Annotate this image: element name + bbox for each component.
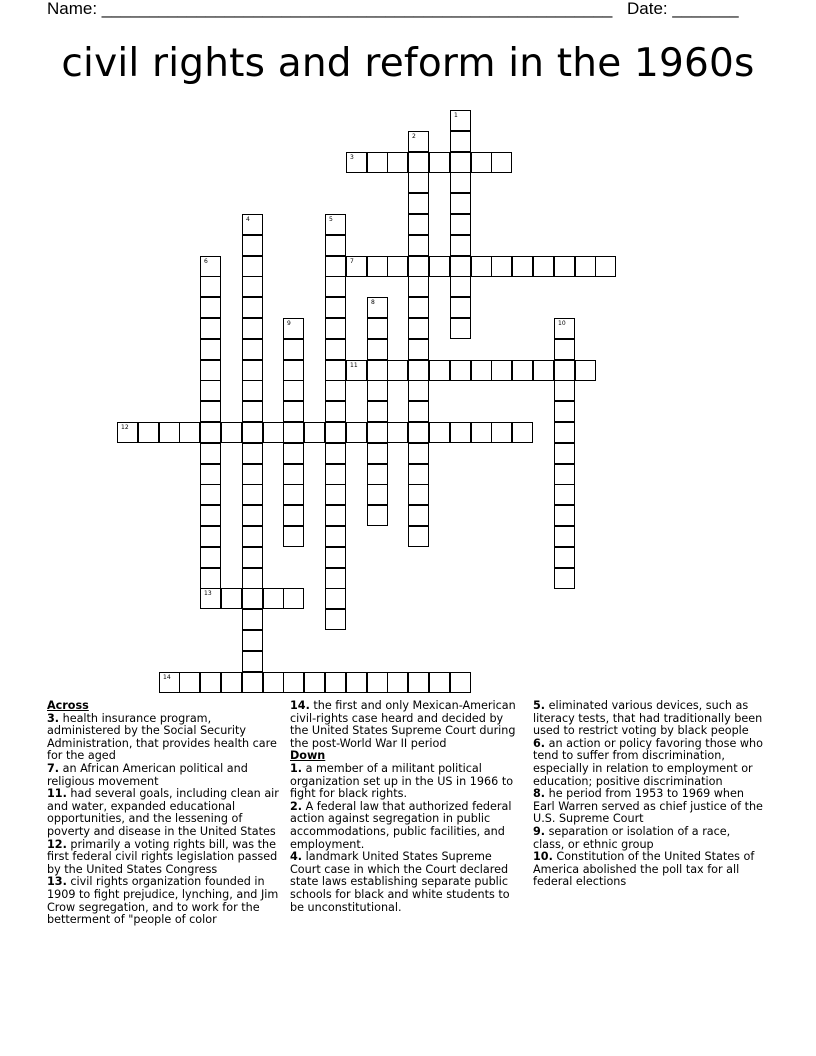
crossword-cell[interactable] xyxy=(491,256,512,277)
crossword-cell[interactable] xyxy=(159,422,180,443)
clue-column-2 xyxy=(290,700,522,914)
crossword-cell[interactable] xyxy=(408,318,429,339)
crossword-cell[interactable] xyxy=(325,568,346,589)
crossword-cell[interactable] xyxy=(200,339,221,360)
cell-number: 14 xyxy=(163,674,171,681)
crossword-cell[interactable] xyxy=(179,422,200,443)
crossword-cell[interactable] xyxy=(554,568,575,589)
clue-number: 6. xyxy=(533,736,546,750)
crossword-cell[interactable] xyxy=(242,505,263,526)
crossword-cell[interactable] xyxy=(200,297,221,318)
crossword-cell[interactable] xyxy=(263,672,284,693)
crossword-cell[interactable] xyxy=(283,588,304,609)
crossword-cell[interactable] xyxy=(450,131,471,152)
crossword-cell[interactable] xyxy=(471,152,492,173)
crossword-cell[interactable] xyxy=(554,380,575,401)
crossword-cell[interactable] xyxy=(325,318,346,339)
crossword-cell[interactable] xyxy=(346,152,367,173)
crossword-cell[interactable] xyxy=(491,422,512,443)
cell-number: 3 xyxy=(350,154,354,161)
crossword-cell[interactable] xyxy=(471,422,492,443)
crossword-cell[interactable] xyxy=(325,609,346,630)
crossword-cell[interactable] xyxy=(533,360,554,381)
clue-text: separation or isolation of a race, class, or ethnic group xyxy=(533,824,731,851)
crossword-cell[interactable] xyxy=(325,505,346,526)
crossword-cell[interactable] xyxy=(367,443,388,464)
crossword-cell[interactable] xyxy=(554,526,575,547)
crossword-cell[interactable] xyxy=(283,422,304,443)
cell-number: 8 xyxy=(371,299,375,306)
crossword-cell[interactable] xyxy=(450,214,471,235)
crossword-cell[interactable] xyxy=(595,256,616,277)
clue-text: civil rights organization founded in 1909 to fight prejudice, lynching, and Jim Crow segregation, and to work for the betterment of "people of color xyxy=(47,875,279,927)
crossword-cell[interactable] xyxy=(554,360,575,381)
clue-text: Constitution of the United States of America abolished the poll tax for all federal elections xyxy=(533,850,755,889)
crossword-cell[interactable] xyxy=(554,256,575,277)
crossword-cell[interactable] xyxy=(242,484,263,505)
crossword-cell[interactable] xyxy=(346,360,367,381)
crossword-cell[interactable] xyxy=(242,422,263,443)
crossword-cell[interactable] xyxy=(242,609,263,630)
crossword-cell[interactable] xyxy=(200,672,221,693)
crossword-cell[interactable] xyxy=(325,484,346,505)
clue-item xyxy=(533,700,765,738)
clue-text: eliminated various devices, such as literacy tests, that had traditionally been used to restrict voting by black people xyxy=(533,699,763,738)
crossword-cell[interactable] xyxy=(283,360,304,381)
crossword-cell[interactable] xyxy=(242,568,263,589)
crossword-cell[interactable] xyxy=(325,276,346,297)
crossword-cell[interactable] xyxy=(242,651,263,672)
clue-text: a member of a militant political organization set up in the US in 1966 to fight for black rights. xyxy=(290,761,514,801)
crossword-cell[interactable] xyxy=(554,484,575,505)
crossword-cell[interactable] xyxy=(450,235,471,256)
name-field: Name: ______________________________________________________ xyxy=(47,0,613,18)
crossword-cell[interactable] xyxy=(387,672,408,693)
cell-number: 2 xyxy=(412,133,416,140)
crossword-cell[interactable] xyxy=(367,380,388,401)
clue-item xyxy=(47,839,279,877)
clue-item xyxy=(533,788,765,826)
crossword-cell[interactable] xyxy=(450,422,471,443)
crossword-cell[interactable] xyxy=(450,110,471,131)
crossword-cell[interactable] xyxy=(200,484,221,505)
crossword-cell[interactable] xyxy=(242,526,263,547)
clue-number: 14. xyxy=(290,699,310,712)
crossword-cell[interactable] xyxy=(387,152,408,173)
crossword-cell[interactable] xyxy=(471,360,492,381)
crossword-cell[interactable] xyxy=(200,547,221,568)
crossword-cell[interactable] xyxy=(450,193,471,214)
crossword-cell[interactable] xyxy=(408,214,429,235)
crossword-cell[interactable] xyxy=(491,152,512,173)
crossword-cell[interactable] xyxy=(283,484,304,505)
crossword-cell[interactable] xyxy=(283,318,304,339)
crossword-cell[interactable] xyxy=(242,297,263,318)
crossword-cell[interactable] xyxy=(200,443,221,464)
crossword-cell[interactable] xyxy=(450,360,471,381)
crossword-cell[interactable] xyxy=(491,360,512,381)
clue-text: A federal law that authorized federal action against segregation in public accommodations, public facilities, and employment. xyxy=(290,799,512,851)
crossword-cell[interactable] xyxy=(242,360,263,381)
crossword-cell[interactable] xyxy=(242,380,263,401)
clue-text: an action or policy favoring those who tend to suffer from discrimination, especially in relation to employment or education; positive discrimination xyxy=(533,736,763,788)
crossword-cell[interactable] xyxy=(429,422,450,443)
clue-item xyxy=(290,700,522,750)
crossword-cell[interactable] xyxy=(512,422,533,443)
clue-item xyxy=(533,851,765,889)
crossword-cell[interactable] xyxy=(242,318,263,339)
crossword-cell[interactable] xyxy=(408,235,429,256)
crossword-cell[interactable] xyxy=(200,401,221,422)
crossword-cell[interactable] xyxy=(429,360,450,381)
across-heading: Across xyxy=(47,699,89,712)
crossword-cell[interactable] xyxy=(325,526,346,547)
crossword-cell[interactable] xyxy=(367,360,388,381)
crossword-cell[interactable] xyxy=(450,276,471,297)
crossword-cell[interactable] xyxy=(387,256,408,277)
crossword-cell[interactable] xyxy=(325,588,346,609)
crossword-cell[interactable] xyxy=(325,235,346,256)
clue-number: 9. xyxy=(533,824,546,838)
clue-text: he period from 1953 to 1969 when Earl Warren served as chief justice of the U.S. Supreme Court xyxy=(533,787,763,826)
clue-number: 8. xyxy=(533,787,546,801)
crossword-cell[interactable] xyxy=(346,256,367,277)
clue-item xyxy=(47,763,279,788)
crossword-cell[interactable] xyxy=(200,568,221,589)
crossword-cell[interactable] xyxy=(554,401,575,422)
crossword-cell[interactable] xyxy=(575,256,596,277)
crossword-cell[interactable] xyxy=(242,276,263,297)
clue-column-1 xyxy=(47,700,279,927)
clue-text: the first and only Mexican-American civil-rights case heard and decided by the United States Supreme Court during the post-World War II period xyxy=(290,699,516,750)
down-heading: Down xyxy=(290,749,326,763)
cell-number: 5 xyxy=(329,216,333,223)
crossword-cell[interactable] xyxy=(221,588,242,609)
crossword-cell[interactable] xyxy=(408,276,429,297)
crossword-cell[interactable] xyxy=(221,672,242,693)
crossword-cell[interactable] xyxy=(138,422,159,443)
crossword-cell[interactable] xyxy=(242,588,263,609)
clue-number: 3. xyxy=(47,711,60,725)
crossword-cell[interactable] xyxy=(533,256,554,277)
crossword-cell[interactable] xyxy=(367,484,388,505)
clue-number: 7. xyxy=(47,761,60,775)
clue-item xyxy=(47,713,279,763)
crossword-cell[interactable] xyxy=(408,172,429,193)
crossword-cell[interactable] xyxy=(325,380,346,401)
crossword-cell[interactable] xyxy=(429,152,450,173)
crossword-cell[interactable] xyxy=(283,505,304,526)
clue-number: 12. xyxy=(47,837,67,851)
crossword-cell[interactable] xyxy=(367,152,388,173)
crossword-cell[interactable] xyxy=(450,256,471,277)
cell-number: 13 xyxy=(204,590,212,597)
crossword-cell[interactable] xyxy=(512,256,533,277)
crossword-cell[interactable] xyxy=(554,339,575,360)
crossword-cell[interactable] xyxy=(283,339,304,360)
crossword-cell[interactable] xyxy=(325,443,346,464)
crossword-cell[interactable] xyxy=(200,588,221,609)
crossword-cell[interactable] xyxy=(263,422,284,443)
clue-number: 13. xyxy=(47,875,67,889)
page-title: civil rights and reform in the 1960s xyxy=(61,41,755,86)
date-field: Date: _______ xyxy=(627,0,739,18)
crossword-cell[interactable] xyxy=(512,360,533,381)
crossword-cell[interactable] xyxy=(408,380,429,401)
crossword-cell[interactable] xyxy=(325,672,346,693)
cell-number: 10 xyxy=(558,320,566,327)
crossword-cell[interactable] xyxy=(450,152,471,173)
crossword-cell[interactable] xyxy=(367,401,388,422)
crossword-cell[interactable] xyxy=(200,360,221,381)
clue-number: 1. xyxy=(290,761,303,775)
crossword-cell[interactable] xyxy=(304,672,325,693)
crossword-cell[interactable] xyxy=(408,672,429,693)
clue-item xyxy=(290,801,522,851)
clue-text: health insurance program, administered by the Social Security Administration, that provides health care for the aged xyxy=(47,711,277,763)
clue-number: 10. xyxy=(533,850,553,864)
crossword-cell[interactable] xyxy=(554,547,575,568)
crossword-cell[interactable] xyxy=(242,464,263,485)
crossword-cell[interactable] xyxy=(367,256,388,277)
crossword-cell[interactable] xyxy=(408,256,429,277)
crossword-cell[interactable] xyxy=(200,464,221,485)
crossword-cell[interactable] xyxy=(242,235,263,256)
cell-number: 4 xyxy=(246,216,250,223)
crossword-cell[interactable] xyxy=(408,443,429,464)
crossword-cell[interactable] xyxy=(554,505,575,526)
crossword-cell[interactable] xyxy=(408,401,429,422)
crossword-cell[interactable] xyxy=(325,422,346,443)
crossword-cell[interactable] xyxy=(429,256,450,277)
crossword-cell[interactable] xyxy=(367,464,388,485)
crossword-cell[interactable] xyxy=(304,422,325,443)
crossword-cell[interactable] xyxy=(471,256,492,277)
crossword-cell[interactable] xyxy=(117,422,138,443)
clue-column-3 xyxy=(533,700,765,889)
crossword-cell[interactable] xyxy=(387,360,408,381)
clue-number: 4. xyxy=(290,850,303,864)
crossword-cell[interactable] xyxy=(408,464,429,485)
crossword-cell[interactable] xyxy=(242,672,263,693)
crossword-cell[interactable] xyxy=(242,256,263,277)
crossword-cell[interactable] xyxy=(242,339,263,360)
crossword-cell[interactable] xyxy=(283,672,304,693)
crossword-cell[interactable] xyxy=(408,484,429,505)
crossword-cell[interactable] xyxy=(408,152,429,173)
crossword-cell[interactable] xyxy=(408,526,429,547)
cell-number: 9 xyxy=(287,320,291,327)
crossword-cell[interactable] xyxy=(408,360,429,381)
crossword-cell[interactable] xyxy=(200,505,221,526)
crossword-cell[interactable] xyxy=(179,672,200,693)
crossword-cell[interactable] xyxy=(283,401,304,422)
crossword-cell[interactable] xyxy=(200,380,221,401)
crossword-cell[interactable] xyxy=(283,443,304,464)
crossword-cell[interactable] xyxy=(554,464,575,485)
crossword-cell[interactable] xyxy=(346,422,367,443)
crossword-cell[interactable] xyxy=(242,547,263,568)
crossword-cell[interactable] xyxy=(408,131,429,152)
crossword-cell[interactable] xyxy=(367,318,388,339)
crossword-cell[interactable] xyxy=(325,464,346,485)
crossword-cell[interactable] xyxy=(346,672,367,693)
cell-number: 7 xyxy=(350,258,354,265)
crossword-cell[interactable] xyxy=(325,256,346,277)
cell-number: 6 xyxy=(204,258,208,265)
crossword-cell[interactable] xyxy=(200,318,221,339)
crossword-cell[interactable] xyxy=(242,443,263,464)
crossword-cell[interactable] xyxy=(283,526,304,547)
cell-number: 11 xyxy=(350,362,358,369)
clue-item xyxy=(533,826,765,851)
clue-text: primarily a voting rights bill, was the first federal civil rights legislation passed by the United States Congress xyxy=(47,837,278,876)
crossword-cell[interactable] xyxy=(242,630,263,651)
crossword-cell[interactable] xyxy=(325,547,346,568)
crossword-cell[interactable] xyxy=(408,297,429,318)
clue-text: had several goals, including clean air and water, expanded educational opportunities, and the lessening of poverty and disease in the United States xyxy=(47,787,279,838)
clue-item xyxy=(47,876,279,926)
crossword-cell[interactable] xyxy=(554,318,575,339)
crossword-cell[interactable] xyxy=(367,672,388,693)
crossword-cell[interactable] xyxy=(200,256,221,277)
crossword-cell[interactable] xyxy=(575,360,596,381)
crossword-cell[interactable] xyxy=(159,672,180,693)
crossword-cell[interactable] xyxy=(408,193,429,214)
crossword-cell[interactable] xyxy=(367,339,388,360)
crossword-cell[interactable] xyxy=(367,297,388,318)
clue-number: 5. xyxy=(533,699,546,712)
crossword-cell[interactable] xyxy=(325,360,346,381)
crossword-cell[interactable] xyxy=(450,318,471,339)
crossword-cell[interactable] xyxy=(554,422,575,443)
crossword-cell[interactable] xyxy=(325,297,346,318)
crossword-cell[interactable] xyxy=(408,505,429,526)
crossword-cell[interactable] xyxy=(450,672,471,693)
crossword-cell[interactable] xyxy=(242,401,263,422)
clue-text: landmark United States Supreme Court case in which the Court declared state laws establishing separate public schools for black and white students to be unconstitutional. xyxy=(290,850,510,914)
crossword-cell[interactable] xyxy=(325,401,346,422)
crossword-cell[interactable] xyxy=(263,588,284,609)
clue-number: 11. xyxy=(47,787,67,801)
crossword-cell[interactable] xyxy=(554,443,575,464)
crossword-cell[interactable] xyxy=(367,505,388,526)
crossword-cell[interactable] xyxy=(221,422,242,443)
clue-text: an African American political and religious movement xyxy=(47,761,248,788)
crossword-cell[interactable] xyxy=(325,214,346,235)
crossword-cell[interactable] xyxy=(408,422,429,443)
crossword-cell[interactable] xyxy=(242,214,263,235)
clue-item xyxy=(533,738,765,788)
crossword-cell[interactable] xyxy=(283,380,304,401)
crossword-cell[interactable] xyxy=(450,172,471,193)
cell-number: 12 xyxy=(121,424,129,431)
crossword-cell[interactable] xyxy=(200,526,221,547)
crossword-cell[interactable] xyxy=(408,339,429,360)
cell-number: 1 xyxy=(454,112,458,119)
crossword-cell[interactable] xyxy=(429,672,450,693)
clue-item xyxy=(290,763,522,801)
crossword-cell[interactable] xyxy=(283,464,304,485)
clue-item xyxy=(290,851,522,914)
crossword-cell[interactable] xyxy=(367,422,388,443)
crossword-cell[interactable] xyxy=(387,422,408,443)
crossword-cell[interactable] xyxy=(200,276,221,297)
clue-number: 2. xyxy=(290,799,303,813)
crossword-cell[interactable] xyxy=(200,422,221,443)
crossword-cell[interactable] xyxy=(325,339,346,360)
crossword-cell[interactable] xyxy=(450,297,471,318)
clue-item xyxy=(47,788,279,838)
